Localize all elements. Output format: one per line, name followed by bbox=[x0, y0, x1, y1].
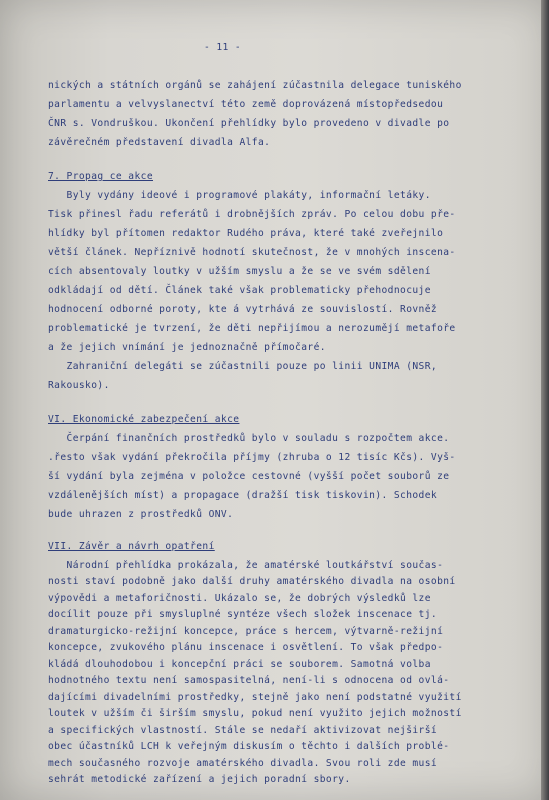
section-line: a specifických vlastností. Stále se nedaří aktivizovat nejširší bbox=[48, 725, 438, 736]
section-line: bude uhrazen z prostředků ONV. bbox=[48, 509, 234, 520]
page-number: - 11 - bbox=[204, 42, 242, 53]
section-line: koncepce, zvukového plánu inscenace i osvětlení. To však předpo- bbox=[48, 642, 444, 653]
section-line: vzdálenějších míst) a propagace (dražší tisk tiskovin). Schodek bbox=[48, 490, 438, 501]
section-line: dramaturgicko-režijní koncepce, práce s hercem, výtvarně-režijní bbox=[48, 626, 444, 637]
section-line: výpovědi a metaforičnosti. Ukázalo se, že dobrých výsledků lze bbox=[48, 593, 431, 604]
section-line: mech současného rozvoje amatérského divadla. Svou roli zde musí bbox=[48, 758, 438, 769]
section-line: ší vydání byla zejména v položce cestovné (vyšší počet souborů ze bbox=[48, 471, 450, 482]
section-line: odkládají od dětí. Článek také však problematicky přehodnocuje bbox=[48, 285, 431, 296]
section-line: nosti staví podobně jako další druhy amatérského divadla na osobní bbox=[48, 576, 456, 587]
section-line: kládá dlouhodobou i koncepční práci se souborem. Samotná volba bbox=[48, 659, 431, 670]
section-line: Národní přehlídka prokázala, že amatérské loutkářství součas- bbox=[48, 560, 444, 571]
intro-line: závěrečném představení divadla Alfa. bbox=[48, 137, 271, 148]
section-line: Zahraniční delegáti se zúčastnili pouze po linii UNIMA (NSR, bbox=[48, 361, 438, 372]
section-heading: 7. Propag ce akce bbox=[48, 171, 153, 182]
section-heading: VI. Ekonomické zabezpečení akce bbox=[48, 414, 240, 425]
section-line: Rakousko). bbox=[48, 380, 110, 391]
intro-line: ČNR s. Vondruškou. Ukončení přehlídky bylo provedeno v divadle po bbox=[48, 118, 450, 129]
section-line: problematické je tvrzení, že děti nepřijímou a nerozumějí metafoře bbox=[48, 323, 456, 334]
section-line: Tisk přinesl řadu referátů i drobnějších zpráv. Po celou dobu pře- bbox=[48, 209, 456, 220]
section-line: hodnotného textu není samospasitelná, není-li s odnocena od ovlá- bbox=[48, 675, 450, 686]
section-line: sehrát metodické zařízení a jejich poradní sbory. bbox=[48, 774, 351, 785]
section-line: a že jejich vnímání je jednoznačně přímočaré. bbox=[48, 342, 326, 353]
section-line: hlídky byl přítomen redaktor Rudého práva, které také zveřejnilo bbox=[48, 228, 444, 239]
section-line: hodnocení odborné poroty, kte á vytrhává ze souvislostí. Rovněž bbox=[48, 304, 438, 315]
section-line: cích absentovaly loutky v užším smyslu a že se ve svém sdělení bbox=[48, 266, 431, 277]
section-line: loutek v užším či širším smyslu, pokud není využito jejich možností bbox=[48, 708, 462, 719]
section-line: obec účastníků LCH k veřejným diskusím o těchto i dalších problé- bbox=[48, 741, 450, 752]
section-line: docílit pouze při smysluplné syntéze všech složek inscenace tj. bbox=[48, 609, 438, 620]
section-line: Byly vydány ideové i programové plakáty, informační letáky. bbox=[48, 190, 431, 201]
section-line: Čerpání finančních prostředků bylo v souladu s rozpočtem akce. bbox=[48, 433, 450, 444]
section-line: dajícími divadelními prostředky, stejně jako není podstatné využití bbox=[48, 692, 462, 703]
section-heading: VII. Závěr a návrh opatření bbox=[48, 541, 215, 552]
section-line: .řesto však vydání překročila příjmy (zhruba o 12 tisíc Kčs). Vyš- bbox=[48, 452, 456, 463]
intro-line: parlamentu a velvyslanectví této země doprovázená místopředsedou bbox=[48, 99, 444, 110]
intro-line: nických a státních orgánů se zahájení zúčastnila delegace tuniského bbox=[48, 80, 462, 91]
section-line: větší článek. Nepříznivě hodnotí skutečnost, že v mnohých inscena- bbox=[48, 247, 456, 258]
